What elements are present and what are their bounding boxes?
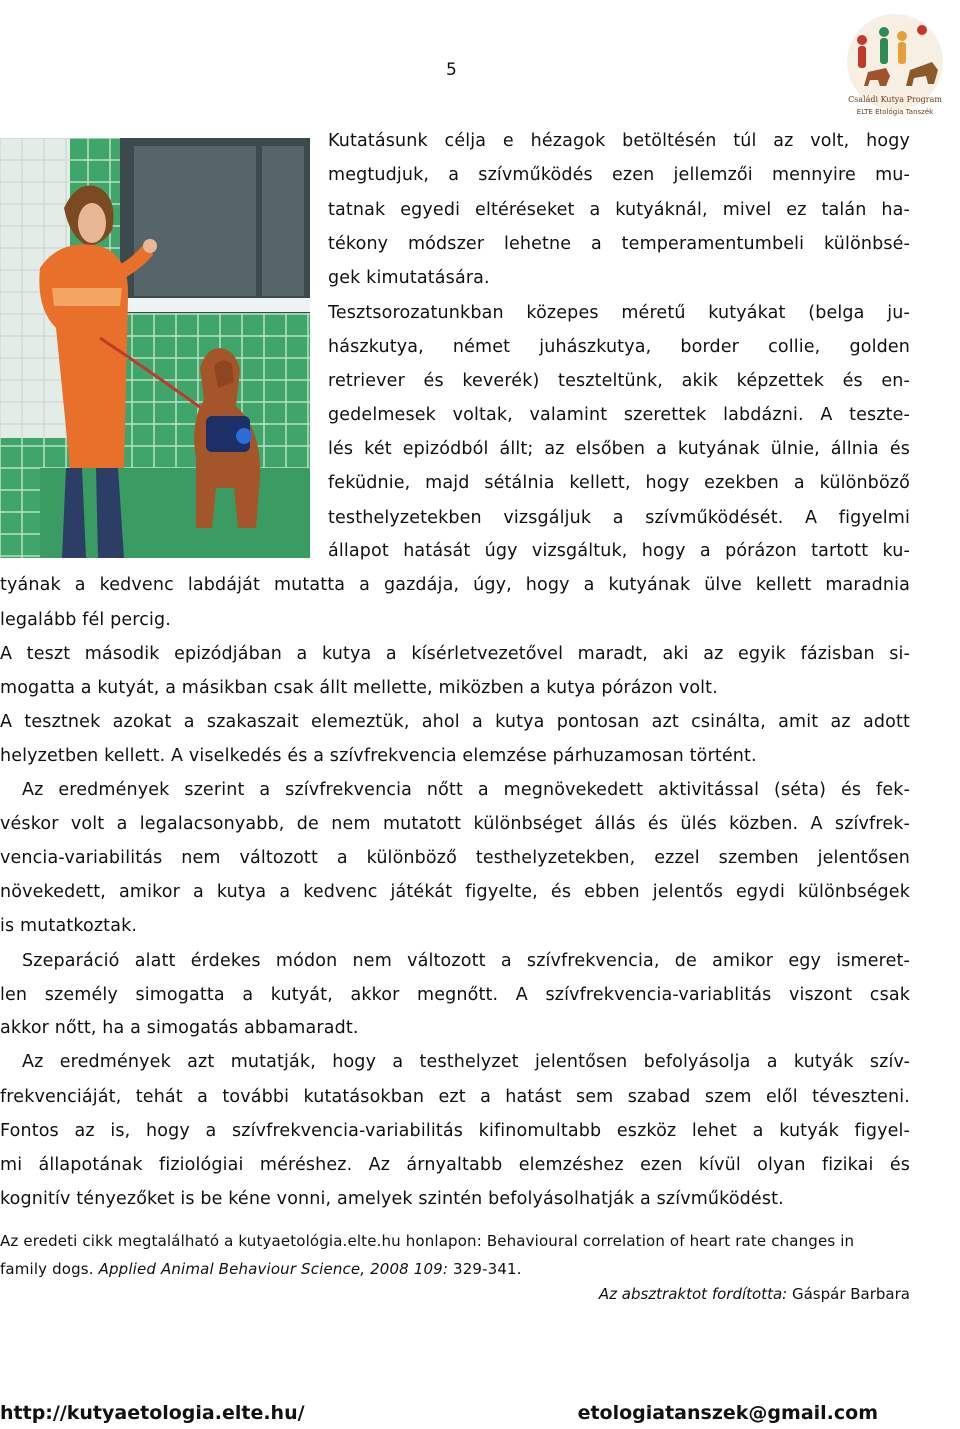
photo-woman-with-dog	[0, 138, 310, 558]
body-line: len személy simogatta a kutyát, akkor megnőtt. A szívfrekvencia-variablitás viszont csak	[0, 985, 910, 1005]
body-line: hászkutya, német juhászkutya, border collie, golden	[328, 337, 910, 357]
body-line: állapot hatását úgy vizsgáltuk, hogy a pórázon tartott ku-	[328, 541, 910, 561]
body-line: is mutatkoztak.	[0, 916, 138, 936]
credit-name: Gáspár Barbara	[791, 1285, 910, 1303]
body-line: kognitív tényezőket is be kéne vonni, amelyek szintén befolyásolhatják a szívműködést.	[0, 1189, 784, 1209]
body-line: mi állapotának fiziológiai méréshez. Az árnyaltabb elemzéshez ezen kívül olyan fizikai és	[0, 1155, 910, 1175]
logo-subtitle: ELTE Etológia Tanszék	[856, 108, 934, 116]
body-line: testhelyzetekben vizsgáljuk a szívműködését. A figyelmi	[328, 508, 910, 528]
body-line: A teszt második epizódjában a kutya a kísérletvezetővel maradt, aki az egyik fázisban si-	[0, 644, 910, 664]
body-line: Tesztsorozatunkban közepes méretű kutyákat (belga ju-	[328, 303, 910, 323]
body-line: megtudjuk, a szívműködés ezen jellemzői mennyire mu-	[328, 165, 910, 185]
body-line: vencia-variabilitás nem változott a különböző testhelyzetekben, ezzel szemben jelentősen	[0, 848, 910, 868]
body-line: Az eredmények szerint a szívfrekvencia nőtt a megnövekedett aktivitással (séta) és fek-	[22, 780, 910, 800]
reference-journal: Applied Animal Behaviour Science, 2008 109:	[98, 1260, 449, 1278]
translator-credit	[599, 1285, 910, 1303]
credit-label: Az absztraktot fordította:	[598, 1285, 788, 1303]
body-line: tatnak egyedi eltéréseket a kutyáknál, mivel ez talán ha-	[328, 200, 910, 220]
page-number: 5	[446, 60, 457, 80]
logo-title: Családi Kutya Program	[848, 95, 942, 104]
body-line: helyzetben kellett. A viselkedés és a szívfrekvencia elemzése párhuzamosan történt.	[0, 746, 757, 766]
program-logo	[840, 10, 950, 120]
body-line: Fontos az is, hogy a szívfrekvencia-variabilitás kifinomultabb eszköz lehet a kutyák figyel-	[0, 1121, 910, 1141]
reference-line-1: Az eredeti cikk megtalálható a kutyaetológia.elte.hu honlapon: Behavioural correlation of heart rate changes in	[0, 1232, 855, 1250]
reference-pages: 329-341.	[453, 1260, 522, 1278]
body-line: Szeparáció alatt érdekes módon nem változott a szívfrekvencia, de amikor egy ismeret-	[22, 951, 910, 971]
body-line: Kutatásunk célja e hézagok betöltésén túl az volt, hogy	[328, 131, 910, 151]
body-line: A tesztnek azokat a szakaszait elemeztük, ahol a kutya pontosan azt csinálta, amit az adott	[0, 712, 910, 732]
body-line: feküdnie, majd sétálnia kellett, hogy ezekben a különböző	[328, 473, 910, 493]
body-line: tyának a kedvenc labdáját mutatta a gazdája, úgy, hogy a kutyának ülve kellett maradnia	[0, 575, 910, 595]
body-line: retriever és keverék) teszteltünk, akik képzettek és en-	[328, 371, 910, 391]
body-line: akkor nőtt, ha a simogatás abbamaradt.	[0, 1018, 359, 1038]
body-line: lés két epizódból állt; az elsőben a kutyának ülnie, állnia és	[328, 439, 910, 459]
body-line: tékony módszer lehetne a temperamentumbeli különbsé-	[328, 234, 910, 254]
body-line: legalább fél percig.	[0, 610, 172, 630]
footer-url[interactable]: http://kutyaetologia.elte.hu/	[0, 1402, 305, 1424]
footer-email[interactable]: etologiatanszek@gmail.com	[577, 1402, 878, 1424]
reference-plain: family dogs.	[0, 1260, 94, 1278]
body-line: mogatta a kutyát, a másikban csak állt mellette, miközben a kutya pórázon volt.	[0, 678, 718, 698]
body-line: véskor volt a legalacsonyabb, de nem mutatott különbséget állás és ülés közben. A szívfrek-	[0, 814, 910, 834]
body-line: gedelmesek voltak, valamint szerettek labdázni. A teszte-	[328, 405, 910, 425]
body-line: növekedett, amikor a kutya a kedvenc játékát figyelte, és ebben jelentős egydi különbségek	[0, 882, 910, 902]
body-line: frekvenciáját, tehát a további kutatásokban ezt a hatást sem szabad szem elől téveszteni.	[0, 1087, 910, 1107]
reference-line-2	[0, 1258, 910, 1280]
body-line: Az eredmények azt mutatják, hogy a testhelyzet jelentősen befolyásolja a kutyák szív-	[22, 1052, 910, 1072]
body-line: gek kimutatására.	[328, 268, 490, 288]
